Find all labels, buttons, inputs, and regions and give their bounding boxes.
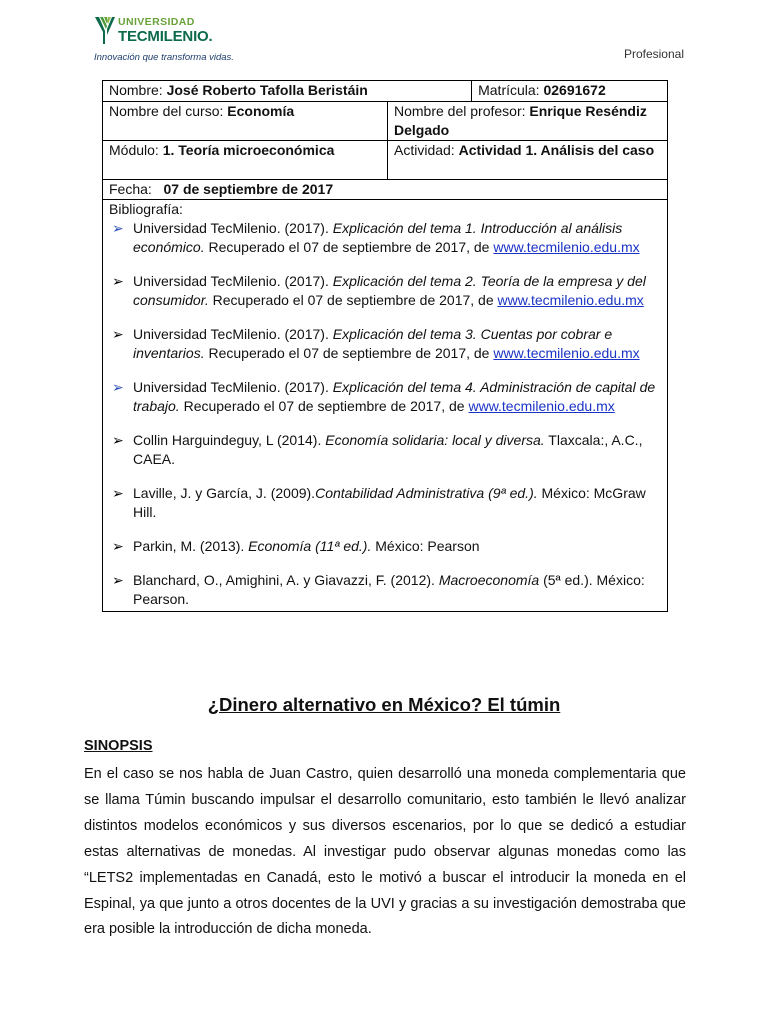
bib-details: Recuperado el 07 de septiembre de 2017, de xyxy=(179,398,469,414)
bib-authors: Collin Harguindeguy, L (2014). xyxy=(133,432,326,448)
bibliography-list xyxy=(109,219,661,609)
curso-label: Nombre del curso: xyxy=(109,103,224,119)
bib-work-title: Explicación del tema 2. Teoría de la empresa y del consumidor. xyxy=(133,273,646,308)
fecha-label: Fecha: xyxy=(109,181,152,197)
bibliography-item xyxy=(109,219,661,257)
arrow-bullet-icon: ➢ xyxy=(112,485,124,501)
bib-details: Recuperado el 07 de septiembre de 2017, de xyxy=(208,292,498,308)
bibliografia-label: Bibliografía: xyxy=(109,201,183,217)
bibliografia-cell xyxy=(103,200,668,612)
bib-details: Tlaxcala:, A.C., CAEA. xyxy=(133,432,643,467)
arrow-bullet-icon: ➢ xyxy=(112,538,124,554)
sinopsis-heading: SINOPSIS xyxy=(84,738,153,754)
brand-tagline: Innovación que transforma vidas. xyxy=(94,52,234,63)
arrow-bullet-icon: ➢ xyxy=(112,220,124,236)
bib-details: (5ª ed.). México: Pearson. xyxy=(133,572,645,607)
bib-link[interactable]: www.tecmilenio.edu.mx xyxy=(468,398,615,414)
sinopsis-text: En el caso se nos habla de Juan Castro, quien desarrolló una moneda complementaria que se llama Túmin buscando impulsar el desarrollo comunitario, esto también le llevó analizar distintos modelos económicos y sus diversos escenarios, por lo que se dedicó a estudiar estas alternativas de monedas. Al investigar pudo observar algunas monedas como las “LETS2 implementadas en Canadá, esto le motivó a buscar el introducir la moneda en el Espinal, ya que junto a otros docentes de la UVI y gracias a su investigación demostraba que era posible la introducción de dicha moneda. xyxy=(84,766,686,938)
profesor-label: Nombre del profesor: xyxy=(394,103,526,119)
brand-top-text: UNIVERSIDAD xyxy=(118,16,195,28)
student-info-table xyxy=(102,80,668,612)
modulo-cell xyxy=(103,141,388,180)
profesor-value: Enrique Reséndiz Delgado xyxy=(394,103,647,138)
nombre-label: Nombre: xyxy=(109,82,163,98)
bibliography-item xyxy=(109,325,661,363)
actividad-label: Actividad: xyxy=(394,142,455,158)
arrow-bullet-icon: ➢ xyxy=(112,432,124,448)
actividad-value: Actividad 1. Análisis del caso xyxy=(458,142,655,158)
bib-authors: Universidad TecMilenio. (2017). xyxy=(133,326,333,342)
modulo-label: Módulo: xyxy=(109,142,159,158)
nombre-value: José Roberto Tafolla Beristáin xyxy=(166,82,368,98)
bibliography-item xyxy=(109,431,661,469)
bib-work-title: Economía (11ª ed.). xyxy=(248,538,372,554)
arrow-bullet-icon: ➢ xyxy=(112,326,124,342)
brand-main-text: TECMILENIO. xyxy=(118,28,213,45)
bibliography-item xyxy=(109,571,661,609)
actividad-cell xyxy=(388,141,668,180)
bib-details: Recuperado el 07 de septiembre de 2017, de xyxy=(204,345,494,361)
curso-value: Economía xyxy=(227,103,295,119)
bib-work-title: Economía solidaria: local y diversa. xyxy=(325,432,545,448)
modulo-value: 1. Teoría microeconómica xyxy=(162,142,335,158)
bib-work-title: Explicación del tema 3. Cuentas por cobrar e inventarios. xyxy=(133,326,613,361)
bib-authors: Universidad TecMilenio. (2017). xyxy=(133,220,333,236)
matricula-label: Matrícula: xyxy=(478,82,540,98)
arrow-bullet-icon: ➢ xyxy=(112,273,124,289)
bib-authors: Universidad TecMilenio. (2017). xyxy=(133,379,333,395)
matricula-value: 02691672 xyxy=(543,82,606,98)
header-category: Profesional xyxy=(623,47,684,61)
arrow-bullet-icon: ➢ xyxy=(112,379,124,395)
nombre-cell xyxy=(103,81,472,102)
bibliography-item xyxy=(109,272,661,310)
bib-work-title: Contabilidad Administrativa (9ª ed.). xyxy=(315,485,538,501)
case-title: ¿Dinero alternativo en México? El túmin xyxy=(207,694,561,715)
bib-work-title: Macroeconomía xyxy=(438,572,540,588)
bib-authors: Parkin, M. (2013). xyxy=(133,538,249,554)
matricula-cell xyxy=(472,81,668,102)
bib-work-title: Explicación del tema 4. Administración de capital de trabajo. xyxy=(133,379,656,414)
university-logo xyxy=(94,14,254,66)
curso-cell xyxy=(103,102,388,141)
bib-details: México: McGraw Hill. xyxy=(133,485,646,520)
bib-authors: Universidad TecMilenio. (2017). xyxy=(133,273,333,289)
bib-link[interactable]: www.tecmilenio.edu.mx xyxy=(497,292,644,308)
bib-authors: Blanchard, O., Amighini, A. y Giavazzi, F. (2012). xyxy=(133,572,439,588)
bibliography-item xyxy=(109,378,661,416)
fecha-value: 07 de septiembre de 2017 xyxy=(163,181,334,197)
bib-details: México: Pearson xyxy=(371,538,480,554)
bib-link[interactable]: www.tecmilenio.edu.mx xyxy=(493,345,640,361)
tecmilenio-logo-icon xyxy=(94,15,116,45)
bib-work-title: Explicación del tema 1. Introducción al análisis económico. xyxy=(133,220,623,255)
bibliography-item xyxy=(109,537,661,556)
bibliography-item xyxy=(109,484,661,522)
bib-authors: Laville, J. y García, J. (2009). xyxy=(133,485,316,501)
profesor-cell xyxy=(388,102,668,141)
arrow-bullet-icon: ➢ xyxy=(112,572,124,588)
fecha-cell xyxy=(103,180,668,200)
bib-details: Recuperado el 07 de septiembre de 2017, de xyxy=(204,239,494,255)
bib-link[interactable]: www.tecmilenio.edu.mx xyxy=(493,239,640,255)
